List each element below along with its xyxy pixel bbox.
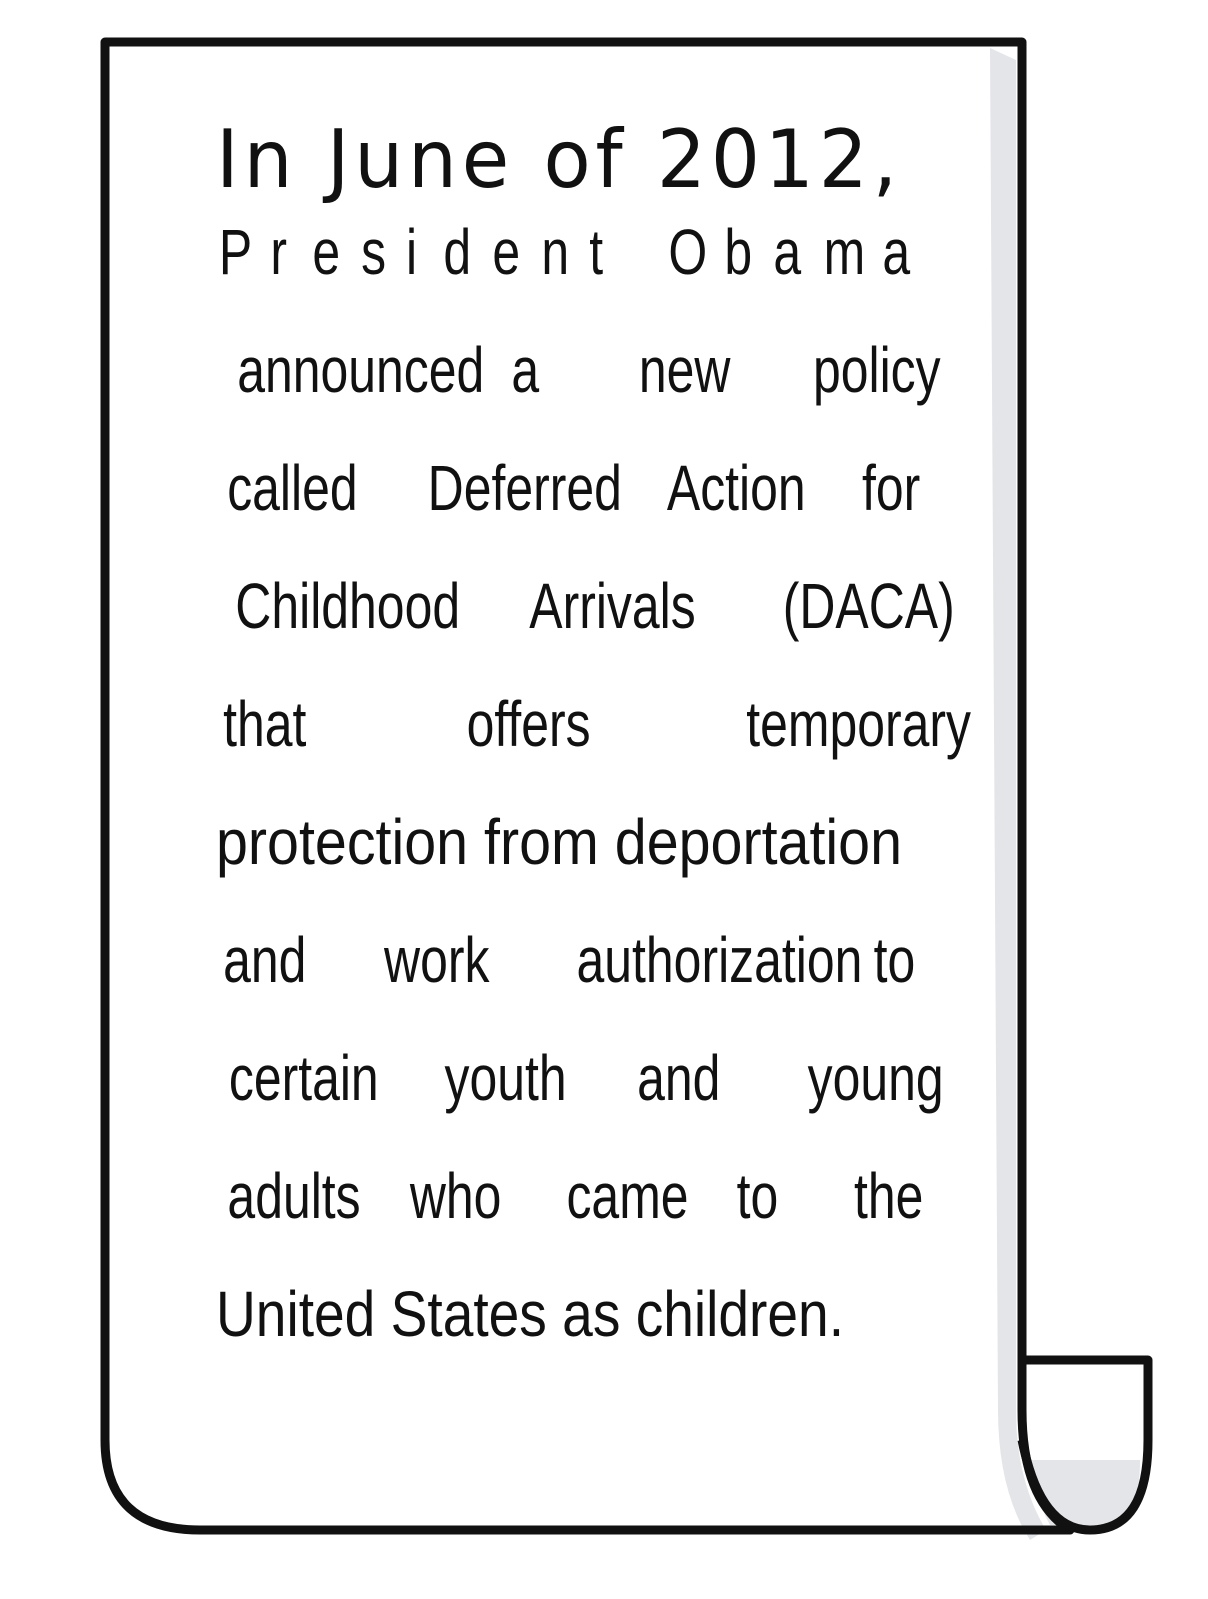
text-line-content bbox=[216, 570, 955, 642]
word: that bbox=[223, 688, 307, 760]
word bbox=[628, 220, 636, 284]
text-line bbox=[216, 1042, 944, 1164]
word: s bbox=[360, 216, 386, 288]
text-line bbox=[216, 688, 971, 810]
word: r bbox=[270, 216, 288, 288]
document-text bbox=[216, 113, 971, 1400]
heading bbox=[216, 113, 902, 220]
word: the bbox=[853, 1160, 924, 1232]
word: O bbox=[668, 216, 707, 288]
word: Action bbox=[667, 452, 806, 524]
word: Deferred bbox=[427, 452, 622, 524]
text-line bbox=[216, 1278, 902, 1400]
word: young bbox=[807, 1042, 944, 1114]
text-line-content bbox=[216, 334, 941, 406]
text-line-content bbox=[216, 1042, 944, 1114]
word: and bbox=[223, 924, 307, 996]
word: d bbox=[443, 216, 472, 288]
text-line-content bbox=[216, 688, 971, 760]
word: b bbox=[724, 216, 753, 288]
word: P bbox=[218, 216, 253, 288]
word: new bbox=[638, 334, 731, 406]
word: youth bbox=[444, 1042, 567, 1114]
word: came bbox=[566, 1160, 689, 1232]
word: Arrivals bbox=[528, 570, 696, 642]
word: t bbox=[589, 216, 604, 288]
word: a bbox=[773, 216, 802, 288]
word: certain bbox=[228, 1042, 379, 1114]
word: a bbox=[511, 334, 540, 406]
text-line bbox=[216, 924, 915, 1046]
text-line-content: United States as children. bbox=[216, 1278, 844, 1350]
word: (DACA) bbox=[782, 570, 955, 642]
word: n bbox=[541, 216, 570, 288]
text-line bbox=[216, 1160, 924, 1282]
word: temporary bbox=[746, 688, 971, 760]
word: i bbox=[406, 216, 418, 288]
text-line-content: protection from deportation bbox=[216, 806, 902, 878]
text-line-content bbox=[216, 216, 911, 288]
word: for bbox=[861, 452, 920, 524]
word: and bbox=[637, 1042, 721, 1114]
word: offers bbox=[466, 688, 591, 760]
text-line bbox=[216, 334, 941, 456]
text-line-content bbox=[216, 452, 920, 524]
text-line bbox=[216, 452, 920, 574]
word: m bbox=[824, 216, 866, 288]
text-line bbox=[216, 806, 902, 928]
word: a bbox=[882, 216, 911, 288]
text-line bbox=[216, 570, 955, 692]
word: work bbox=[384, 924, 490, 996]
word: to bbox=[873, 924, 915, 996]
word: e bbox=[492, 216, 521, 288]
text-line-content bbox=[216, 1160, 924, 1232]
text-line-content bbox=[216, 924, 915, 996]
word: policy bbox=[813, 334, 941, 406]
word: Childhood bbox=[235, 570, 461, 642]
word: announced bbox=[237, 334, 485, 406]
text-line bbox=[216, 216, 911, 338]
heading-text: In June of 2012, bbox=[216, 113, 902, 206]
word: authorization bbox=[576, 924, 863, 996]
word: called bbox=[227, 452, 358, 524]
word: to bbox=[736, 1160, 779, 1232]
word: adults bbox=[227, 1160, 361, 1232]
word: who bbox=[409, 1160, 502, 1232]
word: e bbox=[312, 216, 340, 288]
body-paragraph bbox=[216, 216, 971, 1400]
